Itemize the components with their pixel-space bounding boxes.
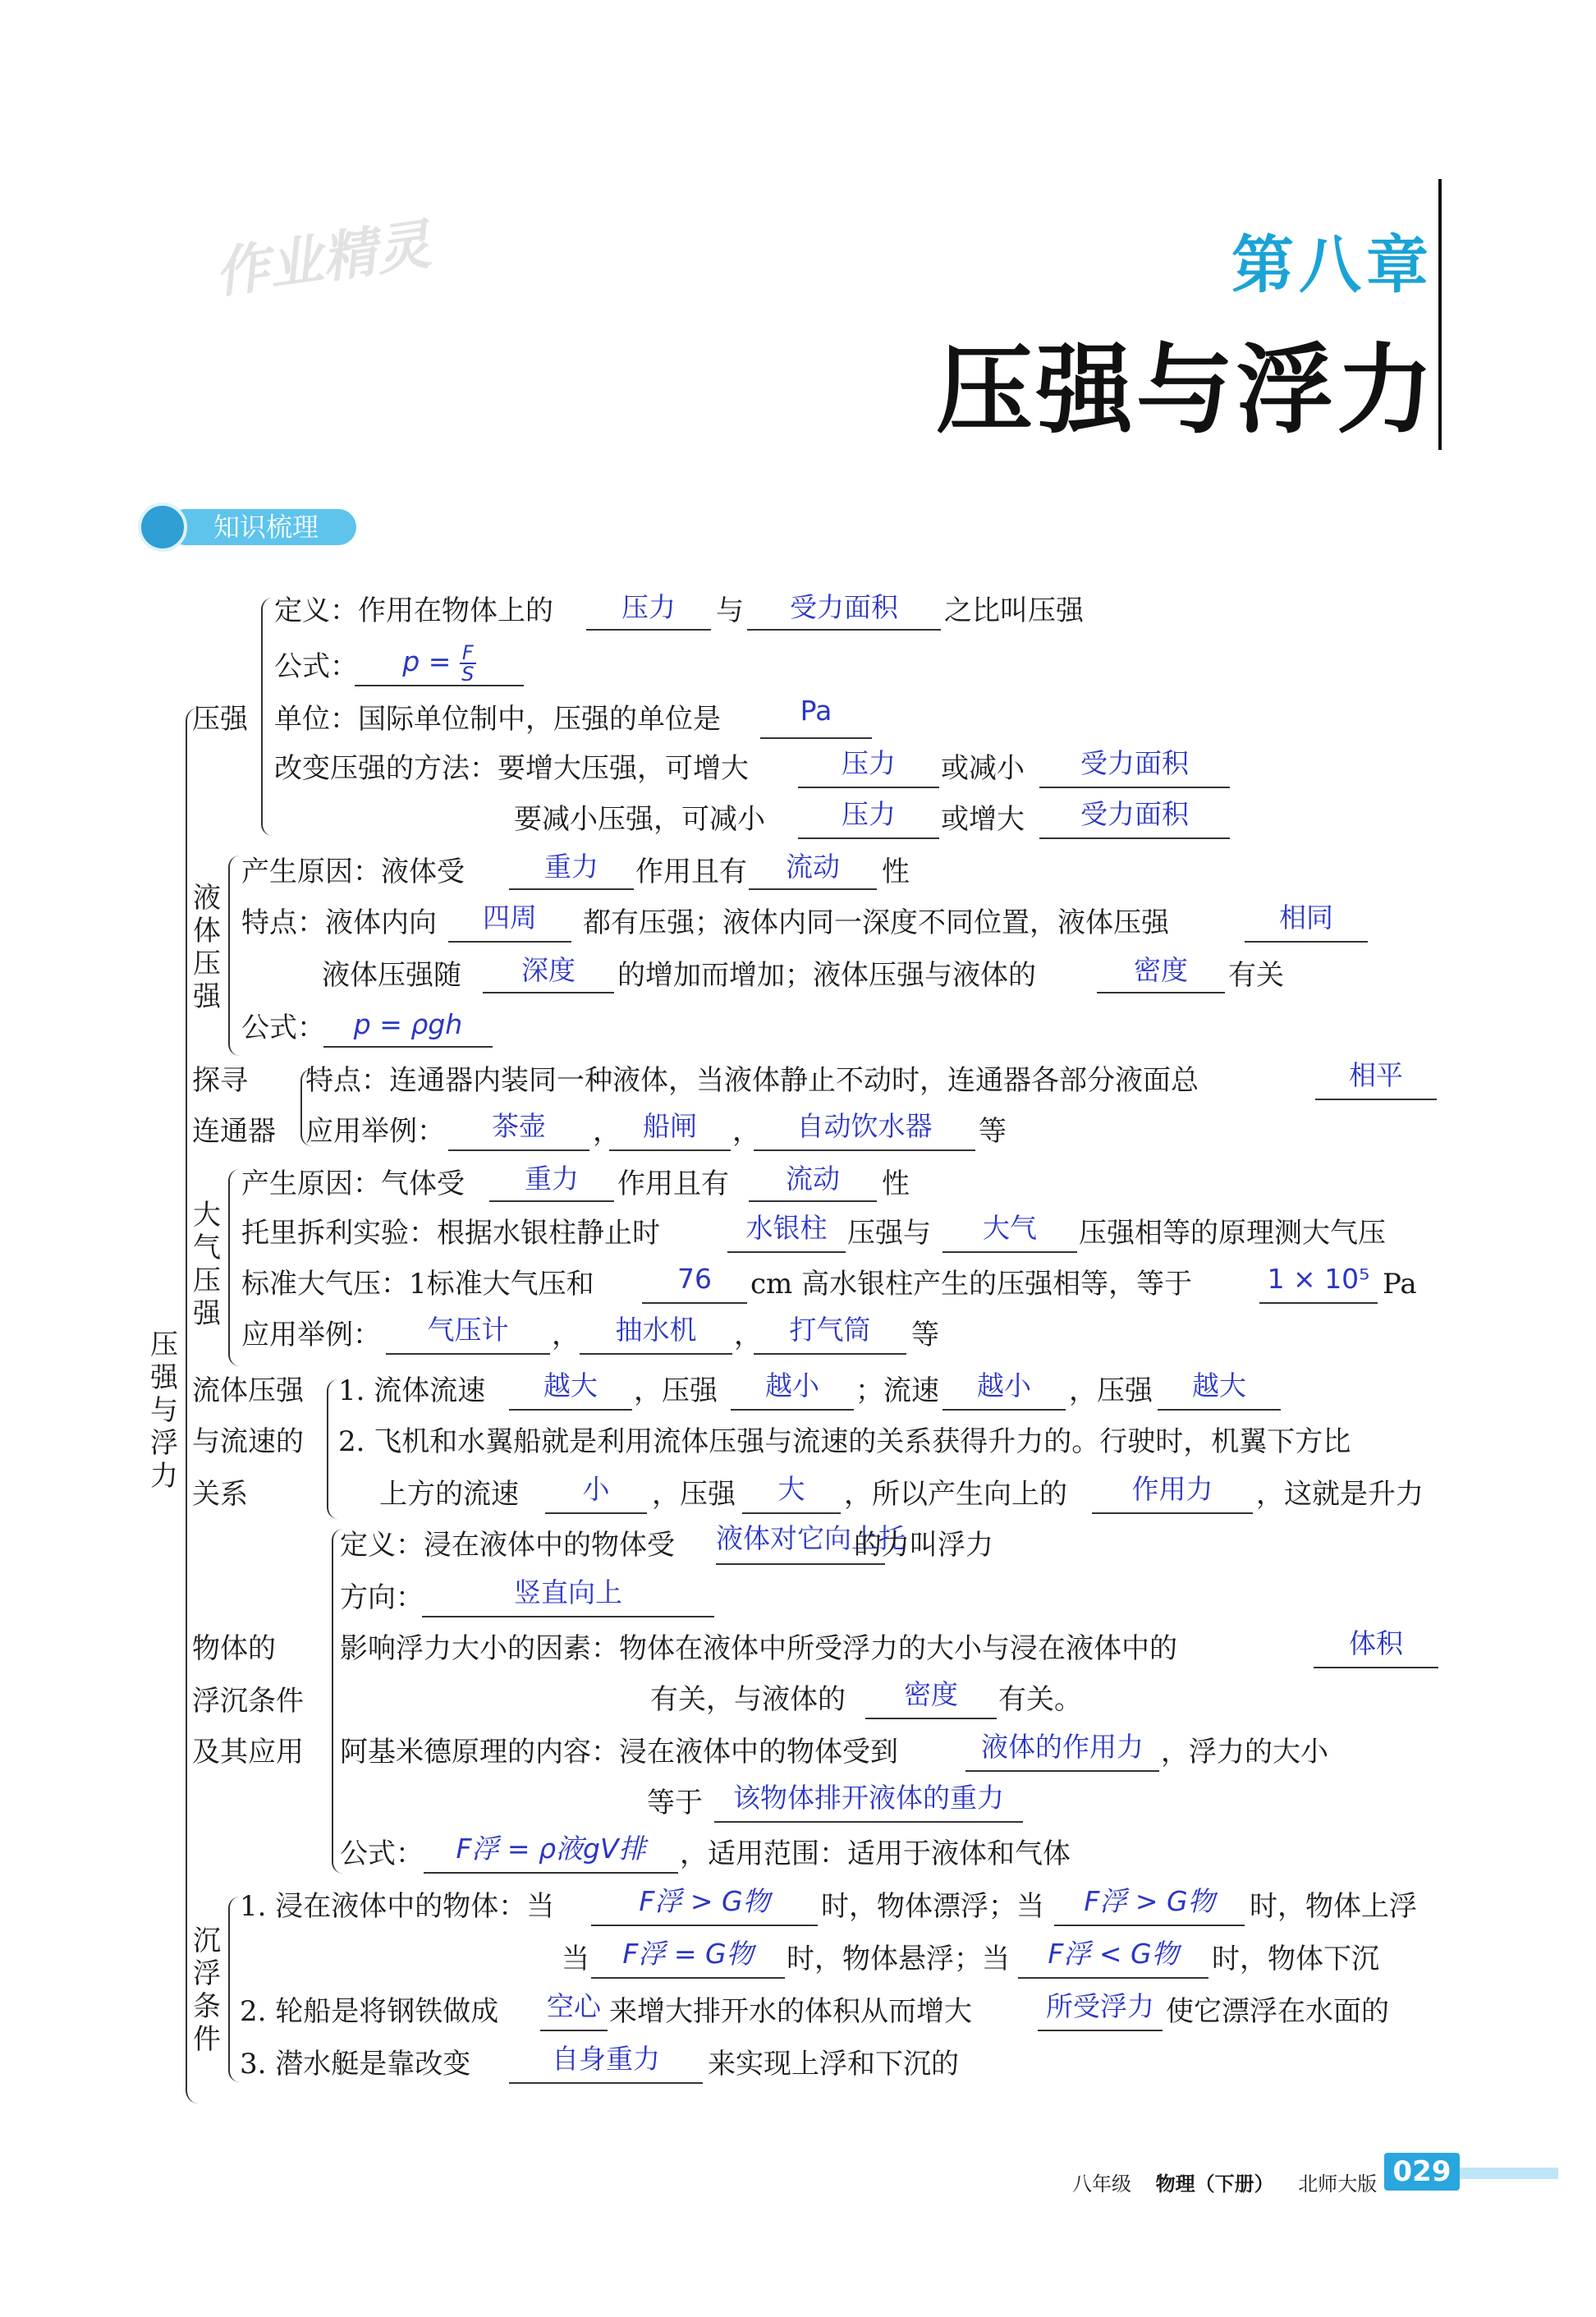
answer-buoyancy-factor: 体积	[1349, 1627, 1403, 1659]
buoyancy-brace	[332, 1529, 343, 1874]
blank-line	[1039, 787, 1230, 788]
answer-buoyancy-factor2: 密度	[904, 1678, 958, 1710]
answer-atmosphere-cause-1: 重力	[525, 1163, 579, 1195]
blank-line	[727, 1251, 846, 1253]
flow-label-3: 关系	[192, 1478, 248, 1511]
blank-line	[1092, 1512, 1253, 1514]
answer-atmosphere-app-3: 打气筒	[789, 1314, 871, 1346]
blank-line	[1038, 2030, 1163, 2031]
connector-app-sep-1: ，	[593, 1115, 621, 1148]
buoyancy-arch-pre: 阿基米德原理的内容：浸在液体中的物体受到	[340, 1736, 898, 1769]
blank-line	[509, 888, 634, 890]
sink-l2-mid: 时，物体悬浮；当	[787, 1943, 1010, 1975]
flow-l1-pre: 1. 流体流速	[338, 1374, 486, 1407]
answer-pressure-def-1: 压力	[621, 591, 676, 623]
buoyancy-factor-pre: 影响浮力大小的因素：物体在液体中所受浮力的大小与浸在液体中的	[340, 1632, 1177, 1665]
connector-app-pre: 应用举例：	[305, 1115, 445, 1148]
answer-liquid-cause-2: 流动	[786, 851, 840, 883]
buoyancy-arch2-pre: 等于	[647, 1787, 703, 1819]
atmosphere-std-post: Pa	[1383, 1268, 1417, 1301]
answer-flow-3: 越小	[977, 1370, 1031, 1402]
blank-line	[545, 1512, 647, 1514]
blank-line	[591, 1925, 818, 1926]
connector-label-1: 探寻	[192, 1064, 248, 1097]
answer-pressure-change-2: 受力面积	[1080, 747, 1189, 779]
pressure-def-mid: 与	[716, 594, 744, 627]
pressure-def-pre: 定义：作用在物体上的	[274, 594, 553, 627]
answer-atmosphere-std-2: 1 × 10⁵	[1267, 1263, 1370, 1295]
pressure-def-post: 之比叫压强	[944, 594, 1084, 627]
formula-numerator: F	[460, 643, 476, 664]
buoyancy-def-pre: 定义：浸在液体中的物体受	[340, 1529, 675, 1562]
pressure-reduce-mid: 或增大	[941, 803, 1025, 836]
blank-line	[448, 941, 571, 943]
flow-l3-post: ，这就是升力	[1256, 1478, 1424, 1511]
answer-sink-6: 所受浮力	[1046, 1990, 1154, 2022]
blank-line	[448, 1149, 589, 1151]
atmosphere-std-mid: cm 高水银柱产生的压强相等，等于	[750, 1268, 1193, 1301]
answer-liquid-feat2-2: 密度	[1134, 954, 1188, 986]
liquid-feat-pre: 特点：液体内向	[241, 906, 437, 939]
pressure-change-mid: 或减小	[941, 752, 1025, 785]
atmosphere-app-pre: 应用举例：	[241, 1319, 381, 1351]
answer-connector-feat: 相平	[1349, 1059, 1403, 1091]
liquid-brace	[228, 856, 240, 1056]
blank-line	[323, 1046, 493, 1048]
answer-liquid-feat-1: 四周	[483, 902, 537, 934]
answer-sink-4: F浮 < G物	[1048, 1938, 1179, 1970]
atmosphere-app-post: 等	[911, 1319, 939, 1351]
sink-l4-post: 来实现上浮和下沉的	[708, 2048, 959, 2081]
sink-label: 沉浮条件	[193, 1925, 221, 2056]
atmosphere-cause-pre: 产生原因：气体受	[241, 1168, 465, 1200]
answer-flow-1: 越大	[543, 1370, 598, 1402]
pressure-label: 压强	[192, 703, 248, 736]
flow-label-1: 流体压强	[192, 1374, 304, 1407]
atmosphere-exp-pre: 托里拆利实验：根据水银柱静止时	[241, 1217, 660, 1250]
answer-sink-2: F浮 > G物	[1084, 1885, 1215, 1917]
formula-denominator: S	[461, 662, 475, 686]
buoyancy-arch-post: ，浮力的大小	[1161, 1736, 1328, 1769]
blank-line	[714, 1821, 1023, 1823]
flow-label-2: 与流速的	[192, 1425, 304, 1458]
buoyancy-def-post: 的力叫浮力	[854, 1529, 993, 1562]
page-footer	[1072, 2168, 1377, 2196]
sink-l3-mid: 来增大排开水的体积从而增大	[609, 1995, 972, 2028]
blank-line	[716, 1563, 885, 1565]
blank-line	[483, 992, 614, 993]
buoyancy-label-1: 物体的	[192, 1632, 276, 1665]
blank-line	[865, 1718, 997, 1719]
flow-brace	[327, 1379, 338, 1519]
answer-atmosphere-cause-2: 流动	[786, 1163, 840, 1195]
flow-l3-mid-1: ，压强	[652, 1478, 736, 1511]
answer-flow-5: 小	[582, 1473, 610, 1505]
answer-sink-3: F浮 = G物	[622, 1938, 754, 1970]
sink-l1-post: 时，物体上浮	[1250, 1890, 1417, 1923]
answer-buoyancy-formula: F浮 = ρ液gV排	[456, 1833, 646, 1865]
answer-pressure-formula	[355, 639, 524, 685]
answer-flow-2: 越小	[765, 1370, 819, 1402]
sink-l3-pre: 2. 轮船是将钢铁做成	[240, 1995, 499, 2028]
blank-line	[1314, 1667, 1438, 1668]
answer-pressure-reduce-1: 压力	[842, 798, 896, 830]
atmosphere-app-sep-2: ，	[734, 1319, 762, 1351]
blank-line	[1018, 1977, 1208, 1979]
answer-atmosphere-app-1: 气压计	[427, 1314, 509, 1346]
connector-feat-pre: 特点：连通器内装同一种液体，当液体静止不动时，连通器各部分液面总	[305, 1064, 1199, 1097]
badge-icon	[138, 502, 187, 552]
blank-line	[540, 2030, 608, 2031]
answer-flow-4: 越大	[1192, 1370, 1246, 1402]
blank-line	[1259, 1302, 1378, 1304]
liquid-cause-pre: 产生原因：液体受	[241, 856, 465, 888]
buoyancy-label-3: 及其应用	[192, 1736, 304, 1769]
buoyancy-dir-pre: 方向：	[340, 1581, 424, 1614]
answer-atmosphere-exp-2: 大气	[983, 1212, 1037, 1244]
blank-line	[942, 1409, 1066, 1411]
answer-flow-6: 大	[777, 1473, 805, 1505]
answer-flow-7: 作用力	[1131, 1473, 1213, 1505]
sink-l4-pre: 3. 潜水艇是靠改变	[240, 2048, 471, 2081]
flow-l1-mid-1: ，压强	[634, 1374, 718, 1407]
blank-line	[731, 1409, 854, 1411]
sink-l1-mid: 时，物体漂浮；当	[821, 1890, 1044, 1923]
answer-atmosphere-app-2: 抽水机	[615, 1314, 697, 1346]
atmosphere-std-pre: 标准大气压：1标准大气压和	[241, 1268, 594, 1301]
blank-line	[742, 1512, 841, 1514]
liquid-feat2-post: 有关	[1228, 959, 1284, 992]
page-number: 029	[1384, 2153, 1460, 2191]
blank-line	[798, 787, 939, 788]
blank-line	[386, 1353, 550, 1355]
chapter-title: 压强与浮力	[936, 333, 1438, 447]
atmosphere-app-sep-1: ，	[552, 1319, 580, 1351]
answer-liquid-cause-1: 重力	[544, 851, 598, 883]
liquid-formula-pre: 公式：	[241, 1012, 325, 1044]
sink-l3-post: 使它漂浮在水面的	[1166, 1995, 1389, 2028]
atmosphere-exp-post: 压强相等的原理测大气压	[1079, 1217, 1386, 1250]
flow-l2: 2. 飞机和水翼船就是利用流体压强与流速的关系获得升力的。行驶时，机翼下方比	[338, 1425, 1351, 1458]
answer-pressure-def-2: 受力面积	[790, 591, 898, 623]
atmosphere-cause-mid: 作用且有	[617, 1168, 729, 1200]
blank-line	[749, 1200, 877, 1202]
blank-line	[754, 1353, 906, 1355]
blank-line	[965, 1770, 1159, 1772]
footer-grade: 八年级	[1072, 2172, 1131, 2195]
answer-buoyancy-dir: 竖直向上	[514, 1576, 622, 1608]
blank-line	[1245, 941, 1368, 943]
footer-subject: 物理（下册）	[1155, 2172, 1274, 2195]
badge-label: 知识梳理	[213, 512, 319, 543]
formula-p: p =	[402, 645, 452, 677]
answer-liquid-formula: p = ρgh	[353, 1008, 463, 1040]
blank-line	[489, 1200, 614, 1202]
answer-buoyancy-arch: 液体的作用力	[981, 1731, 1144, 1763]
pressure-unit-pre: 单位：国际单位制中，压强的单位是	[274, 703, 721, 736]
title-rule	[1438, 179, 1442, 450]
flow-l1-mid-2: ；流速	[855, 1374, 939, 1407]
blank-line	[355, 685, 524, 686]
pressure-reduce-pre: 要减小压强，可减小	[514, 803, 765, 836]
blank-line	[586, 629, 711, 631]
sink-l2-pre: 当	[562, 1943, 589, 1975]
flow-l3-pre: 上方的流速	[379, 1478, 519, 1511]
blank-line	[422, 1616, 714, 1617]
blank-line	[1315, 1099, 1437, 1100]
blank-line	[509, 1409, 632, 1411]
connector-app-post: 等	[979, 1115, 1007, 1148]
blank-line	[747, 629, 941, 631]
flow-l1-mid-3: ，压强	[1069, 1374, 1153, 1407]
blank-line	[749, 888, 877, 890]
answer-atmosphere-std-1: 76	[677, 1263, 712, 1295]
blank-line	[754, 1149, 975, 1151]
blank-line	[580, 1353, 732, 1355]
buoyancy-factor2-pre: 有关，与液体的	[650, 1683, 846, 1716]
liquid-cause-post: 性	[882, 856, 910, 888]
liquid-cause-mid: 作用且有	[635, 856, 747, 888]
sink-brace	[228, 1897, 240, 2082]
blank-line	[609, 1149, 731, 1151]
answer-connector-app-2: 船闸	[643, 1110, 697, 1142]
answer-liquid-feat-2: 相同	[1279, 902, 1333, 934]
buoyancy-formula-pre: 公式：	[340, 1838, 424, 1870]
answer-pressure-change-1: 压力	[842, 747, 896, 779]
connector-app-sep-2: ，	[732, 1115, 760, 1148]
blank-line	[1054, 1925, 1245, 1926]
buoyancy-formula-post: ，适用范围：适用于液体和气体	[680, 1838, 1071, 1870]
answer-sink-5: 空心	[547, 1990, 601, 2022]
section-badge	[138, 502, 355, 552]
blank-line	[760, 737, 872, 739]
blank-line	[424, 1872, 678, 1874]
footer-edition: 北师大版	[1298, 2172, 1378, 2195]
formula-fraction	[460, 640, 476, 686]
atmosphere-brace	[228, 1169, 240, 1366]
blank-line	[1097, 992, 1225, 993]
buoyancy-label-2: 浮沉条件	[192, 1685, 304, 1718]
pressure-change-pre: 改变压强的方法：要增大压强，可增大	[274, 752, 749, 785]
root-label: 压强与浮力	[150, 1328, 178, 1493]
blank-line	[642, 1302, 747, 1304]
blank-line	[942, 1251, 1077, 1253]
answer-pressure-unit: Pa	[800, 695, 832, 727]
answer-liquid-feat2-1: 深度	[521, 954, 576, 986]
blank-line	[509, 2082, 703, 2084]
chapter-number: 第八章	[1231, 228, 1433, 301]
liquid-feat-mid: 都有压强；液体内同一深度不同位置，液体压强	[583, 906, 1169, 939]
answer-connector-app-1: 茶壶	[492, 1110, 546, 1142]
blank-line	[1039, 837, 1230, 839]
sink-l1-pre: 1. 浸在液体中的物体：当	[240, 1890, 555, 1923]
sink-l2-post: 时，物体下沉	[1212, 1943, 1379, 1975]
blank-line	[591, 1977, 785, 1979]
liquid-label: 液体压强	[193, 882, 221, 1013]
liquid-feat2-pre: 液体压强随	[322, 959, 461, 992]
blank-line	[1158, 1409, 1281, 1411]
answer-pressure-reduce-2: 受力面积	[1080, 798, 1189, 830]
atmosphere-label: 大气压强	[193, 1199, 221, 1330]
answer-sink-7: 自身重力	[552, 2043, 660, 2075]
buoyancy-factor2-post: 有关。	[998, 1683, 1082, 1716]
blank-line	[798, 837, 939, 839]
answer-buoyancy-arch2: 该物体排开液体的重力	[733, 1782, 1004, 1814]
atmosphere-cause-post: 性	[882, 1168, 910, 1200]
pressure-formula-pre: 公式：	[274, 650, 358, 683]
answer-atmosphere-exp-1: 水银柱	[745, 1212, 828, 1244]
pressure-brace	[261, 598, 273, 836]
answer-connector-app-3: 自动饮水器	[796, 1110, 933, 1142]
connector-label-2: 连通器	[192, 1115, 276, 1148]
footer-bar	[1460, 2168, 1558, 2179]
flow-l3-mid-2: ，所以产生向上的	[844, 1478, 1067, 1511]
answer-sink-1: F浮 > G物	[639, 1885, 770, 1917]
answer-buoyancy-def: 液体对它向上托	[716, 1522, 906, 1554]
atmosphere-exp-mid: 压强与	[847, 1217, 931, 1250]
liquid-feat2-mid: 的增加而增加；液体压强与液体的	[617, 959, 1036, 992]
watermark-text: 作业精灵	[210, 212, 434, 305]
